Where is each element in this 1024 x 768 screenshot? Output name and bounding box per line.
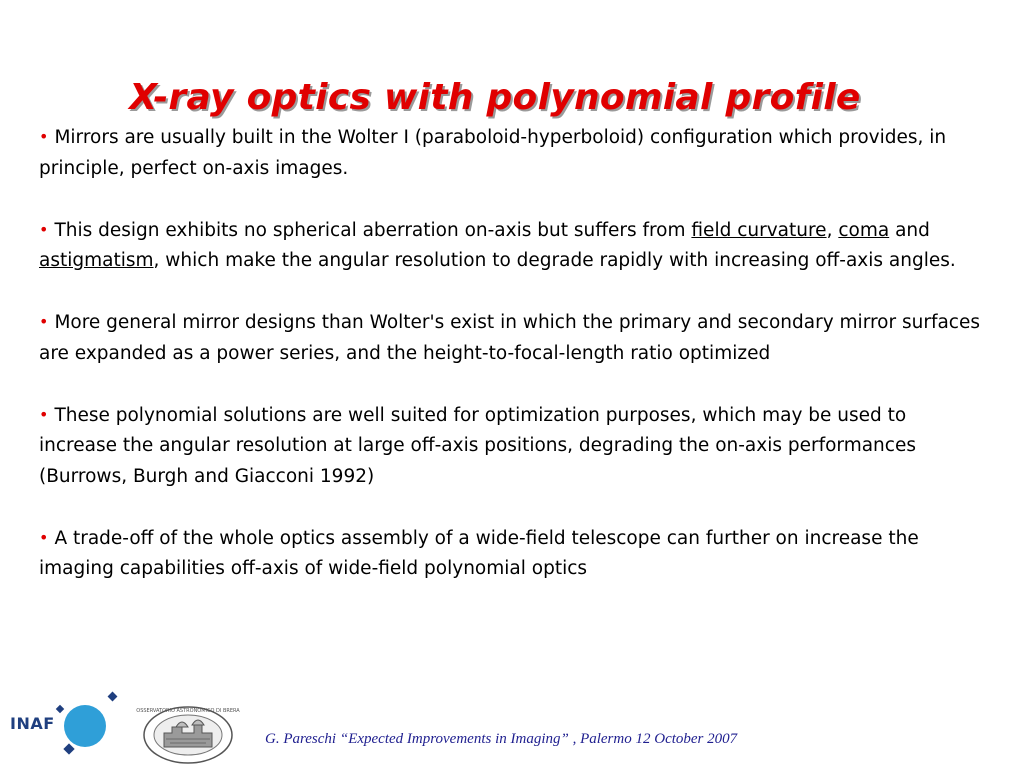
bullet-text: More general mirror designs than Wolter's exist in which the primary and secondary mirror surfaces are expanded as a power series, and the height-to-focal-length ratio optimized: [39, 312, 980, 364]
bullet-icon: •: [39, 312, 49, 331]
footer-citation: G. Pareschi “Expected Improvements in Imaging” , Palermo 12 October 2007: [265, 731, 738, 747]
bullet-text: A trade-off of the whole optics assembly of a wide-field telescope can further on increase the imaging capabilities off-axis of wide-field polynomial optics: [39, 527, 919, 579]
bullet-text: , which make the angular resolution to degrade rapidly with increasing off-axis angles.: [153, 250, 956, 271]
bullet-icon: •: [39, 127, 49, 146]
inaf-logo: [4, 690, 132, 762]
observatory-seal-art: [136, 703, 240, 765]
observatory-seal-text: OSSERVATORIO ASTRONOMICO DI BRERA: [136, 708, 240, 714]
term-field-curvature: field curvature: [691, 219, 827, 241]
bullet-icon: •: [39, 219, 49, 239]
observatory-seal: [136, 703, 240, 765]
bullet-item-3: [39, 307, 989, 369]
bullet-icon: •: [39, 404, 49, 424]
term-coma: coma: [838, 219, 890, 241]
bullet-item-5: [39, 523, 989, 585]
bullet-item-1: [39, 122, 989, 184]
bullet-text-separator: and: [889, 219, 930, 241]
bullet-text: Mirrors are usually built in the Wolter I (paraboloid-hyperboloid) configuration which provides, in principle, perfect on-axis images.: [39, 127, 947, 179]
slide-title: X-ray optics with polynomial profile: [129, 77, 861, 119]
bullet-text: These polynomial solutions are well suited for optimization purposes, which may be used to increase the angular resolution at large off-axis positions, degrading the on-axis performances (Burrows, Burgh and Giacconi 1992): [39, 404, 916, 487]
inaf-sphere: [64, 705, 106, 747]
bullet-item-4: [39, 400, 989, 493]
term-astigmatism: astigmatism: [39, 250, 154, 271]
inaf-diamond-top: [108, 692, 118, 702]
bullet-list: [39, 122, 989, 615]
inaf-diamond-bottom: [63, 743, 74, 754]
bullet-text-separator: ,: [826, 219, 839, 241]
bullet-item-2: [39, 215, 989, 277]
bullet-icon: •: [39, 527, 49, 547]
bullet-text: This design exhibits no spherical aberration on-axis but suffers from: [54, 219, 692, 241]
inaf-diamond-left: [56, 705, 64, 713]
inaf-wordmark: INAF: [10, 714, 55, 733]
